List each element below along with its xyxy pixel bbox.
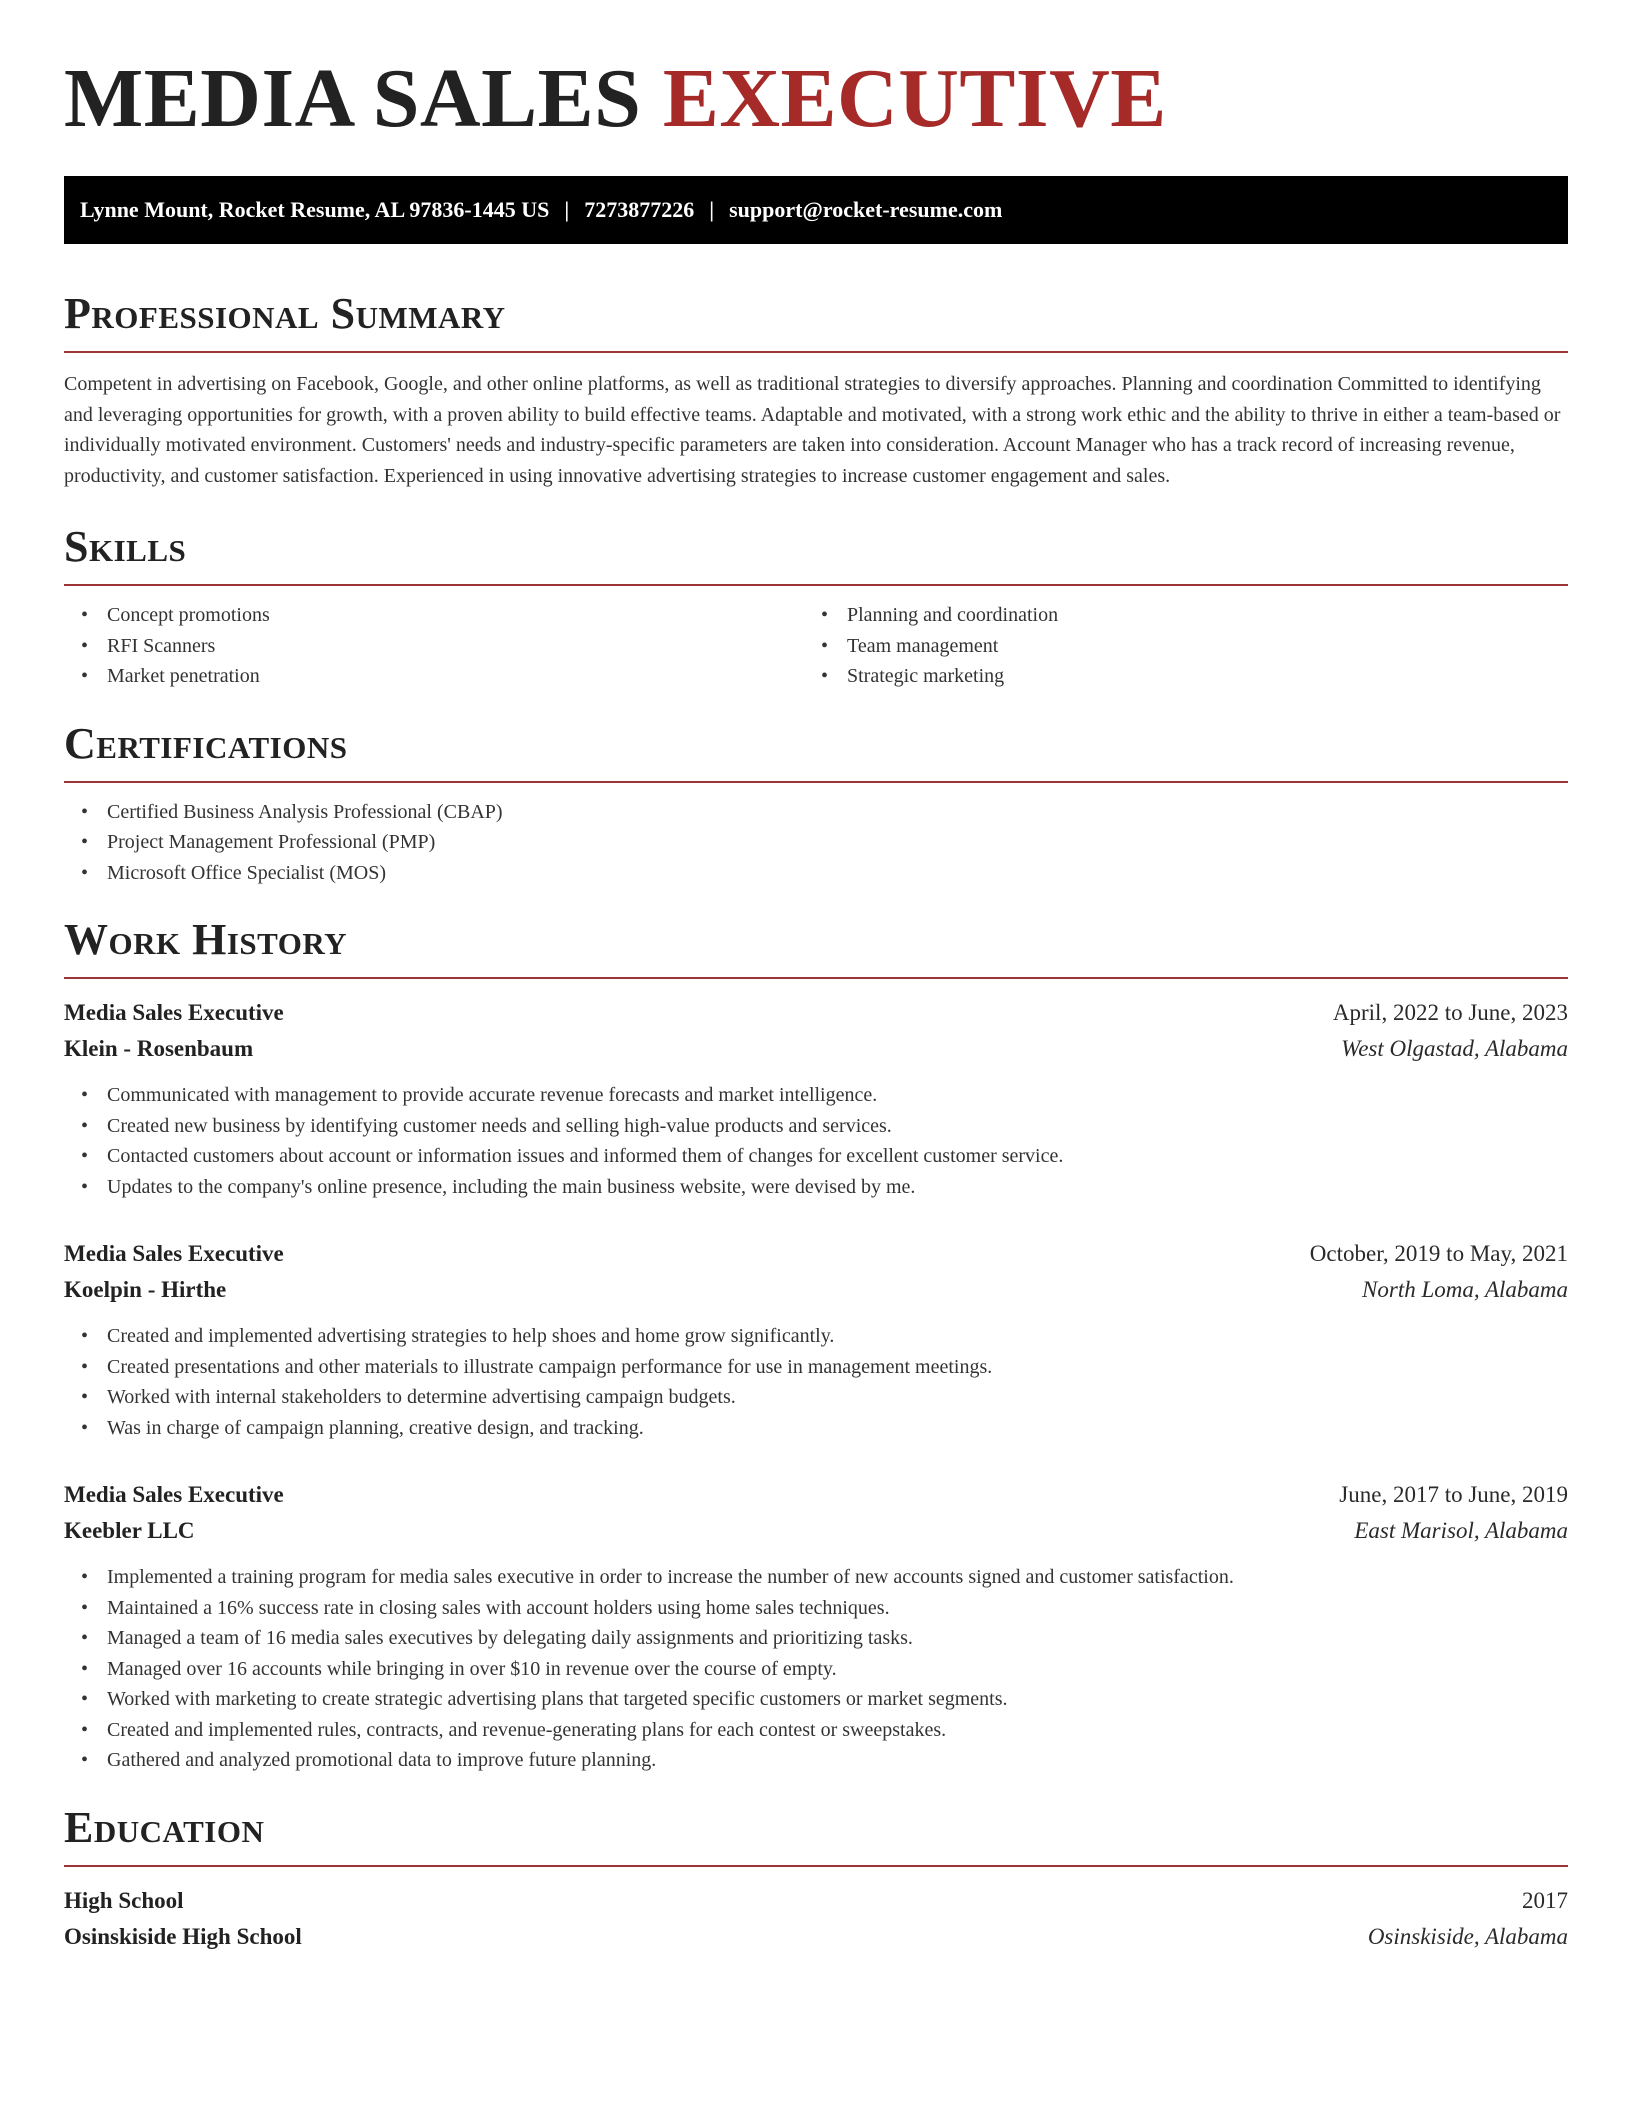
skill-item: • Planning and coordination bbox=[804, 600, 1544, 631]
job-bullet: • Worked with marketing to create strategic advertising plans that targeted specific customers or market segments. bbox=[64, 1684, 1568, 1715]
job-role: Media Sales Executive bbox=[64, 1241, 284, 1266]
job-location: East Marisol, Alabama bbox=[1354, 1518, 1568, 1543]
summary-section bbox=[64, 288, 1568, 491]
job-location: West Olgastad, Alabama bbox=[1341, 1036, 1568, 1061]
job-bullet: • Gathered and analyzed promotional data to improve future planning. bbox=[64, 1745, 1568, 1776]
education-school: Osinskiside High School bbox=[64, 1923, 302, 1949]
education-entry bbox=[64, 1883, 1568, 1955]
job-dates: October, 2019 to May, 2021 bbox=[1309, 1241, 1568, 1266]
title-accent: EXECUTIVE bbox=[662, 52, 1167, 145]
education-location: Osinskiside, Alabama bbox=[1367, 1923, 1568, 1949]
skill-item: • Team management bbox=[804, 631, 1544, 662]
job-bullets bbox=[64, 1321, 1568, 1443]
skills-right-list bbox=[804, 600, 1544, 692]
job-entry bbox=[64, 1236, 1568, 1443]
certifications-heading: Certifications bbox=[64, 718, 348, 768]
contact-address: Lynne Mount, Rocket Resume, AL 97836-1445 US bbox=[80, 197, 550, 222]
contact-separator: | bbox=[709, 197, 715, 222]
job-bullet: • Managed a team of 16 media sales executives by delegating daily assignments and prioritizing tasks. bbox=[64, 1623, 1568, 1654]
job-location: North Loma, Alabama bbox=[1362, 1277, 1568, 1302]
education-year: 2017 bbox=[1522, 1887, 1568, 1913]
job-bullets bbox=[64, 1562, 1568, 1776]
job-company-row bbox=[64, 1031, 1568, 1067]
certifications-section bbox=[64, 718, 1568, 889]
job-bullet: • Managed over 16 accounts while bringing in over $10 in revenue over the course of empty. bbox=[64, 1654, 1568, 1685]
job-bullets bbox=[64, 1080, 1568, 1202]
resume-page bbox=[64, 0, 1568, 1955]
job-company: Keebler LLC bbox=[64, 1518, 195, 1543]
job-bullet: • Contacted customers about account or information issues and informed them of changes for excellent customer service. bbox=[64, 1141, 1568, 1172]
resume-title bbox=[64, 0, 1568, 143]
skills-left-list bbox=[64, 600, 804, 692]
work-history-heading: Work History bbox=[64, 915, 348, 964]
education-degree: High School bbox=[64, 1887, 184, 1913]
contact-separator: | bbox=[564, 197, 570, 222]
job-company: Klein - Rosenbaum bbox=[64, 1036, 254, 1061]
job-title-row bbox=[64, 1236, 1568, 1272]
skill-item: • RFI Scanners bbox=[64, 631, 804, 662]
certifications-list bbox=[64, 797, 1568, 889]
summary-heading: Professional Summary bbox=[64, 289, 506, 338]
title-main: MEDIA SALES bbox=[64, 52, 642, 145]
job-bullet: • Created and implemented advertising strategies to help shoes and home grow significantly. bbox=[64, 1321, 1568, 1352]
job-company-row bbox=[64, 1272, 1568, 1308]
job-bullet: • Updates to the company's online presence, including the main business website, were devised by me. bbox=[64, 1172, 1568, 1203]
education-heading: Education bbox=[64, 1802, 265, 1852]
job-bullet: • Communicated with management to provide accurate revenue forecasts and market intelligence. bbox=[64, 1080, 1568, 1111]
skills-heading: Skills bbox=[64, 522, 187, 571]
job-company-row bbox=[64, 1513, 1568, 1549]
education-section bbox=[64, 1802, 1568, 1955]
job-entry bbox=[64, 995, 1568, 1202]
certification-item: • Certified Business Analysis Professional (CBAP) bbox=[64, 797, 1568, 828]
contact-email[interactable]: support@rocket-resume.com bbox=[729, 197, 1003, 222]
work-history-section bbox=[64, 914, 1568, 1776]
section-divider bbox=[64, 584, 1568, 586]
certification-item: • Microsoft Office Specialist (MOS) bbox=[64, 858, 1568, 889]
skills-section bbox=[64, 521, 1568, 692]
job-dates: June, 2017 to June, 2019 bbox=[1339, 1482, 1568, 1507]
skills-columns bbox=[64, 600, 1568, 692]
job-bullet: • Maintained a 16% success rate in closing sales with account holders using home sales techniques. bbox=[64, 1593, 1568, 1624]
job-role: Media Sales Executive bbox=[64, 1482, 284, 1507]
skill-item: • Market penetration bbox=[64, 661, 804, 692]
job-title-row bbox=[64, 995, 1568, 1031]
section-divider bbox=[64, 781, 1568, 783]
job-title-row bbox=[64, 1477, 1568, 1513]
section-divider bbox=[64, 351, 1568, 353]
job-entry bbox=[64, 1477, 1568, 1776]
education-degree-row bbox=[64, 1883, 1568, 1919]
job-bullet: • Implemented a training program for media sales executive in order to increase the number of new accounts signed and customer satisfaction. bbox=[64, 1562, 1568, 1593]
section-divider bbox=[64, 977, 1568, 979]
job-bullet: • Worked with internal stakeholders to determine advertising campaign budgets. bbox=[64, 1382, 1568, 1413]
education-school-row bbox=[64, 1919, 1568, 1955]
job-company: Koelpin - Hirthe bbox=[64, 1277, 227, 1302]
job-bullet: • Created and implemented rules, contracts, and revenue-generating plans for each contest or sweepstakes. bbox=[64, 1715, 1568, 1746]
contact-phone[interactable]: 7273877226 bbox=[584, 197, 695, 222]
section-divider bbox=[64, 1865, 1568, 1867]
job-bullet: • Created presentations and other materials to illustrate campaign performance for use in management meetings. bbox=[64, 1352, 1568, 1383]
job-role: Media Sales Executive bbox=[64, 1000, 284, 1025]
summary-text: Competent in advertising on Facebook, Google, and other online platforms, as well as traditional strategies to diversify approaches. Planning and coordination Committed to identifying and leveraging opportunities for growth, with a proven ability to build effective teams. Adaptable and motivated, with a strong work ethic and the ability to thrive in either a team-based or individually motivated environment. Customers' needs and industry-specific parameters are taken into consideration. Account Manager who has a track record of increasing revenue, productivity, and customer satisfaction. Experienced in using innovative advertising strategies to increase customer engagement and sales. bbox=[64, 373, 1561, 487]
skill-item: • Strategic marketing bbox=[804, 661, 1544, 692]
job-dates: April, 2022 to June, 2023 bbox=[1332, 1000, 1568, 1025]
job-bullet: • Created new business by identifying customer needs and selling high-value products and services. bbox=[64, 1111, 1568, 1142]
skill-item: • Concept promotions bbox=[64, 600, 804, 631]
certification-item: • Project Management Professional (PMP) bbox=[64, 827, 1568, 858]
contact-bar bbox=[64, 176, 1568, 244]
job-bullet: • Was in charge of campaign planning, creative design, and tracking. bbox=[64, 1413, 1568, 1444]
